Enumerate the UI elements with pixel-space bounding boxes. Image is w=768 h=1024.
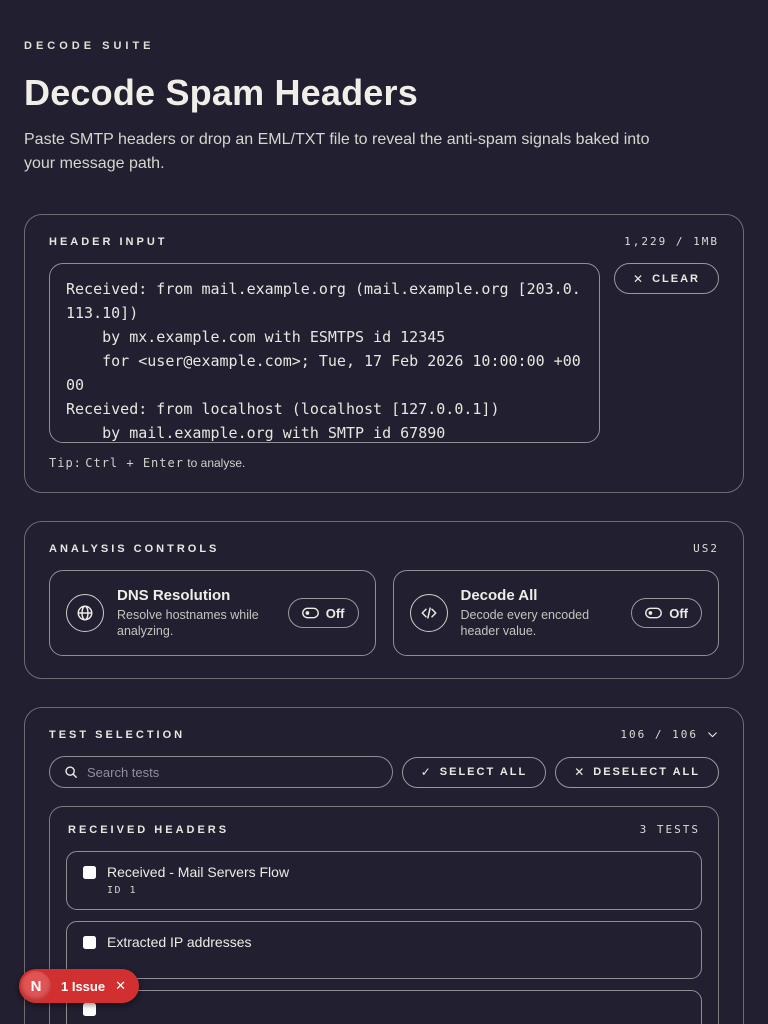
issue-count-label: 1 Issue: [61, 978, 106, 994]
headers-textarea[interactable]: [49, 263, 600, 443]
tip-line: [49, 456, 719, 470]
dns-resolution-card: [49, 570, 376, 656]
search-input[interactable]: [87, 765, 378, 780]
dev-issues-badge[interactable]: [19, 969, 139, 1003]
header-input-counter: 1,229 / 1MB: [624, 235, 719, 248]
decode-all-toggle-state: Off: [669, 605, 688, 621]
received-headers-head: [66, 823, 702, 836]
received-headers-count: 3 TESTS: [639, 823, 700, 836]
dns-resolution-toggle-state: Off: [325, 605, 345, 621]
test-item-extracted-ip-addresses[interactable]: [66, 921, 702, 979]
test-item-title: Extracted IP addresses: [107, 934, 252, 950]
decode-all-toggle[interactable]: [631, 598, 702, 628]
tip-shortcut: Ctrl + Enter: [85, 456, 184, 470]
clear-button[interactable]: [614, 263, 719, 294]
deselect-all-button[interactable]: [555, 757, 719, 788]
test-item-title: Received - Mail Servers Flow: [107, 864, 290, 880]
close-icon: ✕: [633, 271, 644, 286]
page-subtitle: Paste SMTP headers or drop an EML/TXT file to reveal the anti-spam signals baked into your message path.: [24, 131, 650, 172]
received-headers-label: RECEIVED HEADERS: [68, 823, 230, 836]
decode-all-description: Decode every encoded header value.: [460, 608, 590, 638]
toggle-switch-icon: [645, 606, 662, 620]
chevron-down-icon[interactable]: [706, 728, 719, 741]
page-title: Decode Spam Headers: [24, 72, 418, 113]
checkbox-checked[interactable]: [83, 1003, 96, 1016]
deselect-all-label: DESELECT ALL: [593, 766, 700, 778]
dns-resolution-toggle[interactable]: [288, 598, 359, 628]
header-input-head: [49, 235, 719, 248]
decode-all-title: Decode All: [460, 587, 538, 604]
header-input-card: [24, 214, 744, 493]
decode-all-texts: [461, 587, 619, 639]
test-selection-counter: 106 / 106: [620, 728, 698, 741]
check-icon: ✓: [420, 765, 431, 779]
test-item-partial[interactable]: [66, 990, 702, 1024]
code-icon: [410, 594, 448, 632]
nextjs-logo-icon[interactable]: [21, 971, 51, 1001]
close-icon: ✕: [574, 765, 585, 779]
decode-all-card: [393, 570, 720, 656]
dns-resolution-title: DNS Resolution: [117, 587, 231, 604]
test-selection-label: TEST SELECTION: [49, 728, 186, 741]
test-controls-row: [49, 756, 719, 788]
checkbox-checked[interactable]: [83, 936, 96, 949]
dns-resolution-texts: [117, 587, 275, 639]
tip-suffix: to analyse.: [187, 456, 246, 470]
analysis-controls-head: [49, 542, 719, 555]
analysis-controls-label: ANALYSIS CONTROLS: [49, 542, 220, 555]
dns-resolution-description: Resolve hostnames while analyzing.: [117, 608, 259, 638]
select-all-label: SELECT ALL: [439, 766, 528, 778]
search-box[interactable]: [49, 756, 393, 788]
toggle-grid: [49, 570, 719, 656]
test-item-id: ID 1: [107, 885, 138, 896]
select-all-button[interactable]: [402, 757, 547, 788]
tip-prefix: Tip:: [49, 456, 82, 470]
analysis-controls-card: [24, 521, 744, 679]
test-item-received-mail-servers-flow[interactable]: [66, 851, 702, 910]
header-input-label: HEADER INPUT: [49, 235, 168, 248]
nextjs-logo-letter: N: [30, 977, 42, 995]
search-icon: [64, 765, 78, 779]
globe-icon: [66, 594, 104, 632]
received-headers-group: [49, 806, 719, 1024]
test-selection-head: [49, 728, 719, 741]
badge-close-icon[interactable]: ✕: [115, 978, 126, 993]
clear-button-label: CLEAR: [652, 272, 700, 285]
app-eyebrow: DECODE SUITE: [24, 40, 155, 52]
analysis-controls-meta: US2: [693, 542, 719, 555]
toggle-switch-icon: [302, 606, 319, 620]
checkbox-checked[interactable]: [83, 866, 96, 879]
header-input-row: [49, 263, 719, 443]
